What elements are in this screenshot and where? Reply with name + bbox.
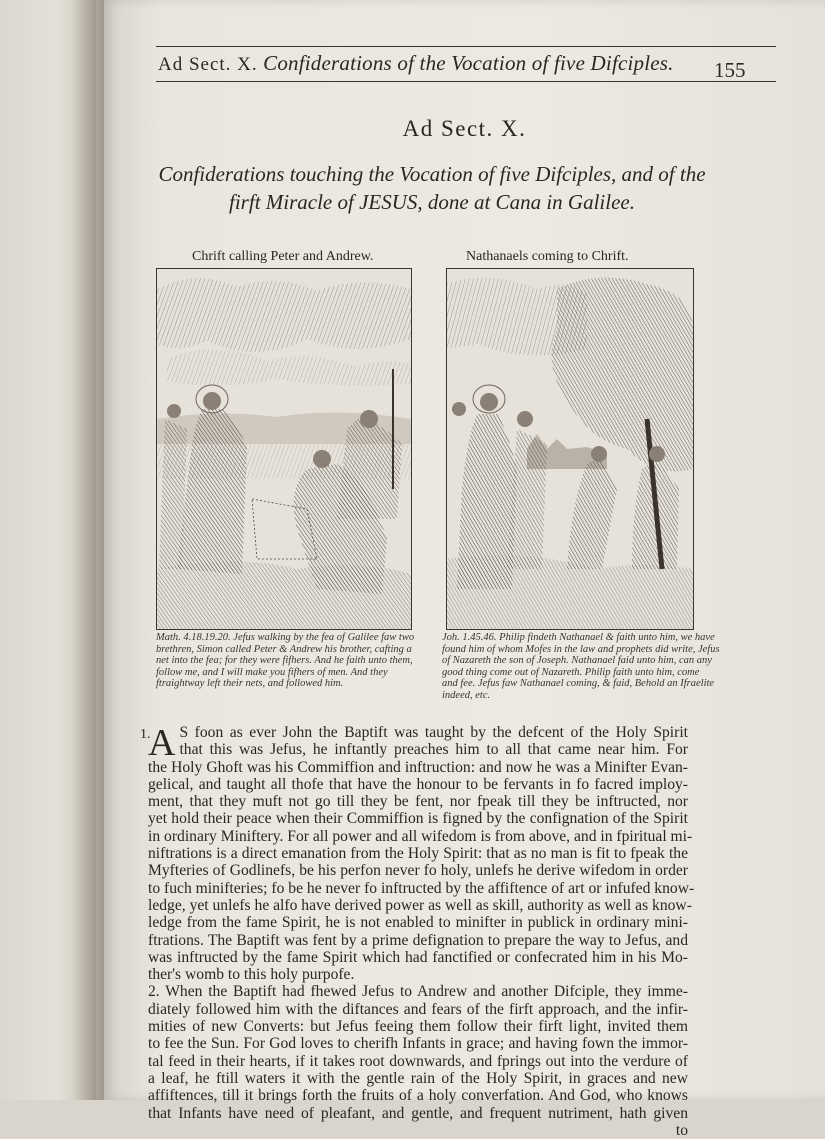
plate-1-legend-line: Math. 4.18.19.20. Jefus walking by the fea of Galilee faw two xyxy=(156,632,415,643)
plate-2-legend-line: good thing come out of Nazareth. Philip faith unto him, come xyxy=(442,666,700,678)
text-line: that Infants have need of pleafant, and gentle, and frequent nutriment, hath given xyxy=(148,1104,688,1122)
text-line: a leaf, he ftill waters it with the gentle rain of the Holy Spirit, in graces and new xyxy=(148,1069,688,1087)
catchword: to xyxy=(675,1121,688,1139)
plate-2-legend-line: Joh. 1.45.46. Philip findeth Nathanael & faith unto him, we have xyxy=(442,632,715,643)
text-line: ment, that they muft not go till they be fent, nor fpeak till they be inftructed, nor xyxy=(148,793,688,811)
plate-1-engraving xyxy=(156,268,412,630)
text-line: in ordinary Miniftery. For all power and all wifedom is from above, and in fpiritual mi- xyxy=(148,827,693,845)
text-line: to fuch minifteries; fo be he never fo inftructed by the affiftence of art or infufed know- xyxy=(148,879,695,897)
book-page xyxy=(104,0,825,1139)
running-head-title: Confiderations of the Vocation of five Difciples. xyxy=(263,51,674,75)
text-line: Myfteries of Godlinefs, be his perfon never fo holy, unlefs he derive wifedom in order xyxy=(148,862,688,880)
body-text xyxy=(140,722,695,1139)
plate-1-legend-line: follow me, and I will make you fifhers of men. And they xyxy=(156,666,388,678)
text-line: gelical, and taught all thofe that have the honour to be fervants in fo facred imploy- xyxy=(148,775,688,793)
plate-2-caption: Nathanaels coming to Chrift. xyxy=(466,249,629,264)
paragraph-2 xyxy=(148,983,688,1139)
text-line: diately followed him with the diftances and fears of the firft approach, and the infir- xyxy=(148,1000,688,1018)
text-line: to fee the Sun. For God loves to cherifh Infants in grace; and having fown the immor- xyxy=(148,1035,688,1053)
engraving-nathanael-coming xyxy=(447,269,693,629)
text-line: tal feed in their hearts, if it takes root downwards, and fprings out into the verdure of xyxy=(148,1052,688,1070)
paragraph-1 xyxy=(140,722,695,984)
text-line: was inftructed by the fame Spirit which had fanctified or confecrated him in his Mo- xyxy=(148,948,688,966)
engraving-calling-of-peter-andrew xyxy=(157,269,411,629)
plate-2-legend-line: and fee. Jefus faw Nathanael coming, & faid, Behold an Ifraelite xyxy=(442,678,715,689)
text-line: that this was Jefus, he inftantly preaches him to all that came near him. For xyxy=(179,741,688,759)
text-line: the Holy Ghoft was his Commiffion and inftruction: and now he was a Minifter Evan- xyxy=(148,758,688,776)
section-heading: Ad Sect. X. xyxy=(402,116,527,141)
plate-1-caption: Chrift calling Peter and Andrew. xyxy=(192,249,374,264)
text-line: affiftences, till it brings forth the fruits of a holy converfation. And God, who knows xyxy=(148,1087,688,1105)
plate-1-legend-line: ftraightway left their nets, and followed him. xyxy=(156,678,344,689)
running-head xyxy=(156,46,776,82)
text-line: mities of new Converts: but Jefus feeing them follow their firft light, invited them xyxy=(148,1018,688,1036)
running-head-text xyxy=(158,51,674,76)
gutter-shadow xyxy=(72,0,106,1100)
text-line: niftrations is a direct emanation from the Holy Spirit: that as no man is fit to fpeak the xyxy=(148,845,688,863)
plate-2-legend-line: indeed, etc. xyxy=(442,689,491,701)
plate-1-legend-line: brethren, Simon called Peter & Andrew his brother, cafting a xyxy=(156,643,412,655)
text-line: ledge, yet unlefs he alfo have derived power as well as skill, authority as well as know- xyxy=(148,896,692,914)
paragraph-number: 1. xyxy=(140,727,151,742)
plate-2-legend xyxy=(442,632,720,701)
text-line: ledge from the fame Spirit, he is not enabled to minifter in publick in ordinary mini- xyxy=(148,914,688,932)
plate-2-legend-line: found him of whom Mofes in the law and prophets did write, Jefus xyxy=(442,643,720,655)
running-head-sect: Ad Sect. X. xyxy=(158,54,258,75)
plate-1-legend-line: net into the fea; for they were fifhers. And he faith unto them, xyxy=(156,655,413,666)
text-line: S foon as ever John the Baptift was taught by the defcent of the Holy Spirit xyxy=(179,724,688,741)
chapter-title-line-2: firft Miracle of JESUS, done at Cana in Galilee. xyxy=(229,190,635,214)
text-line: ftrations. The Baptift was fent by a prime defignation to prepare the way to Jefus, and xyxy=(148,931,688,949)
drop-cap: A xyxy=(148,722,176,764)
plate-2-legend-line: of Nazareth the son of Joseph. Nathanael faid unto him, can any xyxy=(442,655,712,666)
plate-2-engraving xyxy=(446,268,694,630)
page-number: 155 xyxy=(714,58,746,82)
text-line: 2. When the Baptift had fhewed Jefus to Andrew and another Difciple, they imme- xyxy=(148,983,688,1001)
plate-1-legend xyxy=(156,632,414,690)
text-line: yet hold their peace when their Commiffion is figned by the confignation of the Spirit xyxy=(148,810,688,828)
text-line: ther's womb to this holy purpofe. xyxy=(148,966,355,984)
chapter-title-line-1: Confiderations touching the Vocation of five Difciples, and of the xyxy=(158,162,706,186)
